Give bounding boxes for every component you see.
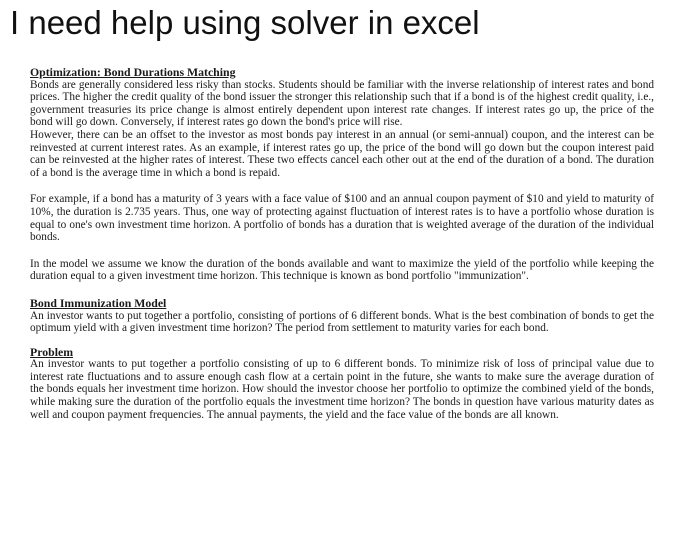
problem-section-heading: Problem <box>30 344 74 359</box>
paragraph-duration-example: For example, if a bond has a maturity of 3 years with a face value of $100 and an annual coupon payment of $10 and yield to maturity of 10%, the duration is 2.735 years. Thus, one way of protecting against fluctuation of interest rates is to have a portfolio whose duration is equal to one's own investment time horizon. A portfolio of bonds has a duration that is weighted average of the duration of the individual bonds. <box>30 193 654 244</box>
paragraph-immunization: In the model we assume we know the duration of the bonds available and want to maximize the yield of the portfolio while keeping the duration equal to a given investment time horizon. This technique is known as bond portfolio "immunization". <box>30 257 654 283</box>
paragraph-bond-risk: Bonds are generally considered less risky than stocks. Students should be familiar with the inverse relationship of interest rates and bond prices. The higher the credit quality of the bond issuer the stronger this relationship such that if a bond is of the highest credit quality, i.e., government treasuries its price change is almost entirely dependent upon interest rate changes. If interest rates go up, the price of the bond will go down. Conversely, if interest rates go down the bond's price will rise. <box>30 78 654 129</box>
problem-section-text: An investor wants to put together a portfolio consisting of up to 6 different bonds. To minimize risk of loss of principal value due to interest rate fluctuations and to assure enough cash flow at a certain point in the future, she wants to make sure the average duration of the bonds equals her investment time horizon. How should the investor choose her portfolio to optimize the combined yield of the bonds, while making sure the duration of the portfolio equals the investment time horizon? The bonds in question have various maturity dates as well and coupon payment frequencies. The annual payments, the yield and the face value of the bonds are all known. <box>30 358 654 421</box>
paragraph-coupon-offset: However, there can be an offset to the investor as most bonds pay interest in an annual (or semi-annual) coupon, and the interest can be reinvested at current interest rates. As an example, if interest rates go up, the price of the bond will go down but the coupon interest paid can be reinvested at the higher rates of interest. These two effects cancel each other out at the end of the duration of a bond. The duration of a bond is the average time in which a bond is repaid. <box>30 128 654 179</box>
model-section-text: An investor wants to put together a portfolio, consisting of portions of 6 different bonds. What is the best combination of bonds to get the optimum yield with a given investment time horizon? The period from settlement to maturity varies for each bond. <box>30 309 654 335</box>
model-section-heading: Bond Immunization Model <box>30 295 167 310</box>
question-title: I need help using solver in excel <box>10 4 480 41</box>
document-title: Optimization: Bond Durations Matching <box>30 65 236 79</box>
document-body <box>30 66 654 421</box>
